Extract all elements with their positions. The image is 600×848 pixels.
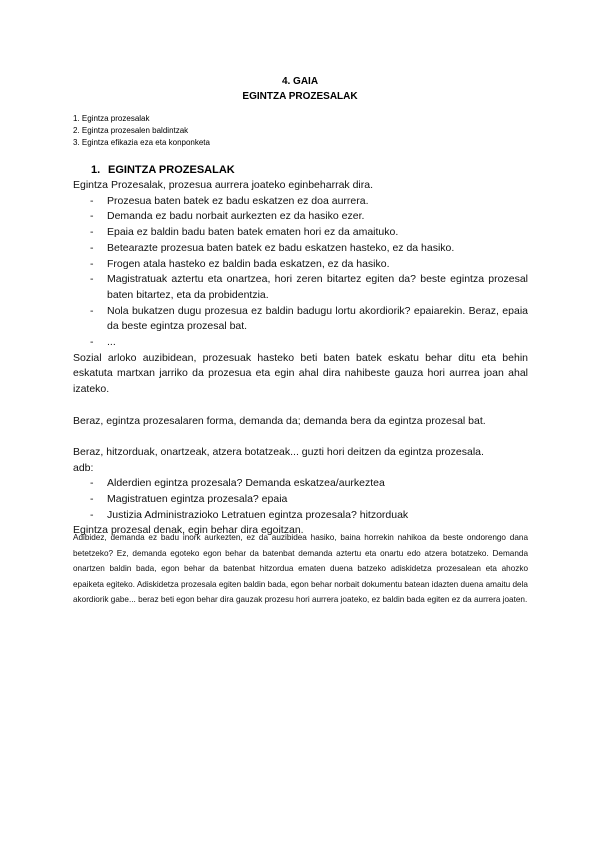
section-heading-text: EGINTZA PROZESALAK xyxy=(108,164,235,176)
dash-list xyxy=(73,194,528,351)
title-block xyxy=(0,74,600,104)
list-item: - Magistratuen egintza prozesala? epaia xyxy=(90,493,288,506)
toc-item: 3. Egintza efikazia eza eta konponketa xyxy=(73,138,210,147)
chapter-number: 4. GAIA xyxy=(281,76,319,87)
list-item: - Epaia ez baldin badu baten batek ematen hori ez da amaituko. xyxy=(90,226,399,239)
list-item: - Justizia Administrazioko Letratuen egintza prozesala? hitzorduak xyxy=(90,508,409,521)
paragraph-hitzorduak: Beraz, hitzorduak, onartzeak, atzera botatzeak... guzti hori deitzen da egintza prozesala. xyxy=(73,445,484,458)
toc-item: 2. Egintza prozesalen baldintzak xyxy=(73,126,189,135)
table-of-contents xyxy=(73,113,210,149)
list-item: - Alderdien egintza prozesala? Demanda eskatzea/aurkeztea xyxy=(90,477,385,490)
list-item: - Frogen atala hasteko ez baldin bada eskatzen, ez da hasiko. xyxy=(90,257,390,270)
adb-label: adb: xyxy=(73,461,94,474)
list-item: - Demanda ez badu norbait aurkezten ez da hasiko ezer. xyxy=(90,210,365,223)
paragraph-forma: Beraz, egintza prozesalaren forma, demanda da; demanda bera da egintza prozesal bat. xyxy=(73,414,486,427)
examples-list xyxy=(73,476,528,523)
paragraph-social: Sozial arloko auzibidean, prozesuak hasteko beti baten batek eskatu behar ditu eta behin eskatuta martxan jarriko da prozesua eta egin ahal dira nahibeste gauza hori aurrea joan ahal izateko. xyxy=(73,351,528,396)
list-item: - Prozesua baten batek ez badu eskatzen ez doa aurrera. xyxy=(90,194,369,207)
small-paragraph: Adibidez, demanda ez badu inork aurkezten, ez da auzibidea hasiko, baina horrekin nahikoa da beste ondorengo dana betetzeko? Ez, demanda egoteko egon behar da batenbat demanda aztertu eta onartu edo atzera botatzeko. Demanda onartzen baldin bada, egon behar da batenbat hitzordua ematen duena batzeko adiskidetza prozesalean eta ahozko epaiketa egiteko. Adiskidetza prozesala egiten baldin bada, egon behar norbait dokumentu batean idazten duena amaitu dela akordiorik gabe... beraz beti egon behar dira gauzak prozesu hori aurrera joateko, ez baldin bada egiten ez da aurrera joaten. xyxy=(73,533,528,605)
page-title: EGINTZA PROZESALAK xyxy=(242,91,358,102)
section-heading xyxy=(91,163,235,177)
list-item: - ... xyxy=(90,336,116,349)
section-body xyxy=(73,178,528,539)
paragraph-denak: Egintza prozesal denak, egin behar dira egoitzan. xyxy=(73,524,304,537)
intro-paragraph: Egintza Prozesalak, prozesua aurrera joateko eginbeharrak dira. xyxy=(73,179,374,191)
section-number: 1. xyxy=(91,164,101,176)
list-item: - Betearazte prozesua baten batek ez badu eskatzen hasteko, ez da hasiko. xyxy=(90,241,455,254)
toc-item: 1. Egintza prozesalak xyxy=(73,114,150,123)
list-item: - Nola bukatzen dugu prozesua ez baldin badugu lortu akordiorik? epaiarekin. Beraz, epaia da beste egintza prozesal bat. xyxy=(90,304,528,333)
list-item: - Magistratuak aztertu eta onartzea, hori zeren bitartez egiten da? beste egintza prozesal baten bitartez, eta da probidentzia. xyxy=(90,273,528,301)
